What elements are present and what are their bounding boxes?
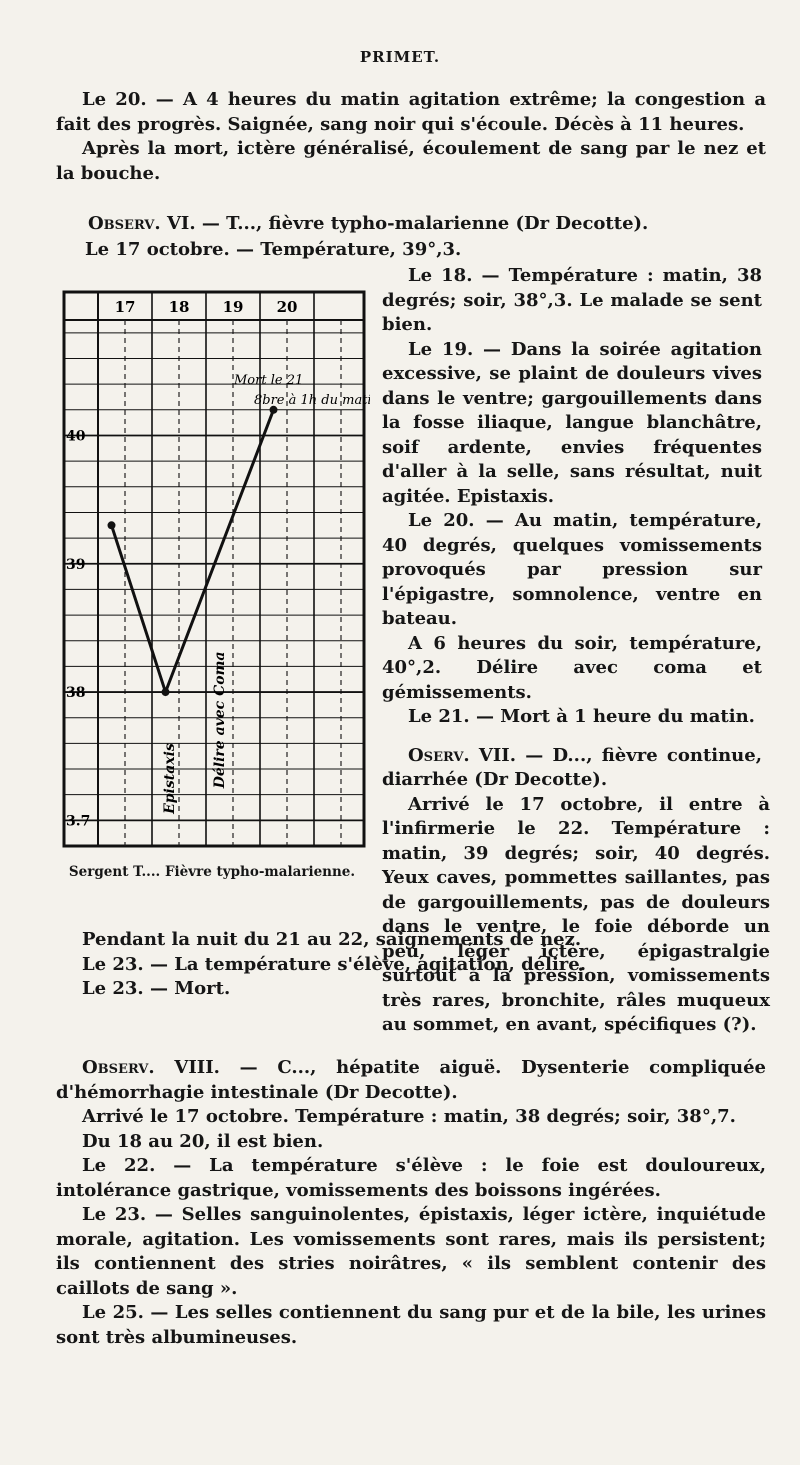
right-column-text (382, 264, 770, 1038)
paragraph: Du 18 au 20, il est bien. (82, 1130, 324, 1152)
paragraph: Le 22. — La température s'élève : le foie est douloureux, intolérance gastrique, vomissements des boissons ingérées. (56, 1155, 766, 1201)
observation-title: VI. — T..., fièvre typho-malarienne (Dr Decotte). (160, 213, 649, 234)
observation-8-block (56, 1056, 766, 1350)
temperature-chart-svg (62, 290, 370, 850)
paragraph: Le 21. — Mort à 1 heure du matin. (408, 706, 755, 727)
paragraph: A 6 heures du soir, température, 40°,2. Délire avec coma et gémissements. (382, 632, 762, 703)
observation-6-heading (88, 212, 768, 237)
y-tick-label: 39 (66, 556, 86, 573)
paragraph: Le 23. — Mort. (82, 978, 231, 999)
chart-caption: Sergent T.... Fièvre typho-malarienne. (68, 864, 356, 880)
paragraph: Après la mort, ictère généralisé, écoulement de sang par le nez et la bouche. (56, 138, 766, 184)
day-label: 17 (114, 298, 136, 316)
paragraph: Le 25. — Les selles contiennent du sang pur et de la bile, les urines sont très albumineuses. (56, 1302, 766, 1348)
paragraph: Le 18. — Température : matin, 38 degrés; soir, 38°,3. Le malade se sent bien. (382, 265, 762, 335)
death-annotation-line: Mort le 21 (234, 373, 304, 389)
paragraph: Arrivé le 17 octobre, il entre à l'infirmerie le 22. Température : matin, 39 degrés; soir, 40 degrés. Yeux caves, pommettes saillantes, pas de gargouillements, pas de douleurs dans le ventre, le foie déborde un peu, léger ictère, épigastralgie surtout à la pression, vomissements très rares, bronchite, râles muqueux au sommet, en avant, spécifiques (?). (382, 793, 770, 1035)
page-header: PRIMET. (359, 48, 441, 66)
paragraph: Le 19. — Dans la soirée agitation excessive, se plaint de douleurs vives dans le ventre; gargouillements dans la fosse iliaque, langue blanchâtre, soif ardente, envies fréquentes d'aller à la selle, sans résultat, nuit agitée. Epistaxis. (382, 338, 762, 507)
observation-7-heading (382, 744, 762, 793)
day-label: 18 (168, 298, 190, 316)
paragraph: Le 23. — La température s'élève, agitation, délire. (82, 953, 586, 975)
observation-label: Oserv. (408, 744, 470, 766)
bottom-text-block (56, 928, 766, 1002)
paragraph: Pendant la nuit du 21 au 22, saignements de nez. (82, 929, 582, 950)
y-tick-label: 38 (66, 685, 86, 702)
day-label: 19 (222, 298, 244, 316)
death-annotation-line: 8bre à 1h du matin (254, 393, 370, 409)
paragraph: Arrivé le 17 octobre. Température : matin, 38 degrés; soir, 38°,7. (82, 1106, 736, 1127)
death-annotation (233, 373, 370, 408)
observation-8-heading (56, 1056, 766, 1105)
temperature-point (162, 688, 170, 696)
temperature-chart (62, 290, 370, 850)
y-tick-label: 40 (66, 428, 86, 445)
paragraph: Le 20. — Au matin, température, 40 degrés, quelques vomissements provoqués par pression sur l'épigastre, somnolence, ventre en bateau. (382, 510, 762, 629)
paragraph: Le 23. — Selles sanguinolentes, épistaxis, léger ictère, inquiétude morale, agitation. Les vomissements sont rares, mais ils persistent; ils contiennent des stries noirâtres, « ils semblent contenir des caillots de sang ». (56, 1204, 766, 1299)
observation-label: Observ. (88, 213, 161, 234)
day-label: 20 (276, 298, 298, 316)
temperature-line (112, 410, 274, 692)
top-text-block (56, 88, 766, 186)
observation-label: Observ. (82, 1057, 155, 1078)
observation-title: VIII. — C..., hépatite aiguë. Dysenterie compliquée d'hémorrhagie intestinale (Dr Decotte). (56, 1057, 766, 1103)
paragraph: Le 20. — A 4 heures du matin agitation extrême; la congestion a fait des progrès. Saignée, sang noir qui s'écoule. Décès à 11 heures. (56, 89, 766, 135)
epistaxis-annotation: Epistaxis (162, 743, 178, 814)
delirium-annotation: Délire avec Coma (212, 651, 228, 789)
temperature-point (108, 521, 116, 529)
observation-6-date: Le 17 octobre. — Température, 39°,3. (85, 239, 462, 260)
y-tick-label: 3.7 (66, 813, 91, 830)
observation-title: VII. — D..., fièvre continue, diarrhée (Dr Decotte). (382, 744, 762, 790)
